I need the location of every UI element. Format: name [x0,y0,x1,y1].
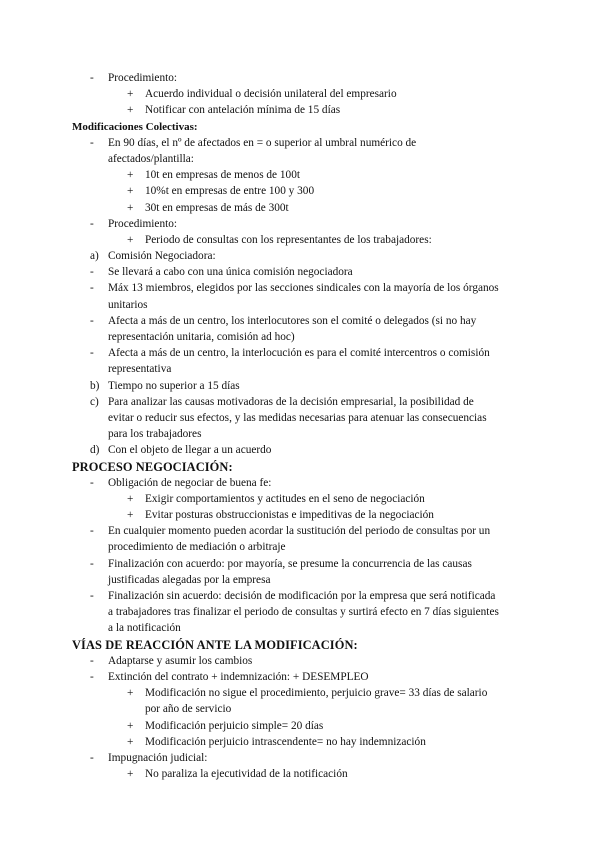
list-line [0,394,600,410]
line-text: afectados/plantilla: [108,152,194,165]
list-line [0,588,600,604]
dash-bullet: - [90,525,94,538]
list-line [0,442,600,458]
letter-marker: b) [90,379,100,392]
line-text: a trabajadores tras finalizar el periodo de consultas y surtirá efecto en 7 días siguientes [108,606,499,619]
dash-bullet: - [90,217,94,230]
dash-bullet: - [90,347,94,360]
line-text: Extinción del contrato + indemnización: + DESEMPLEO [108,670,369,683]
line-text: En 90 días, el nº de afectados en = o superior al umbral numérico de [108,136,417,149]
list-line [0,200,600,216]
letter-marker: a) [90,250,99,263]
letter-marker: c) [90,395,99,408]
heading-text: Modificaciones Colectivas: [72,120,198,133]
line-text: Comisión Negociadora: [108,250,216,263]
dash-bullet: - [90,751,94,764]
line-text: No paraliza la ejecutividad de la notificación [145,768,348,781]
plus-bullet: + [127,185,134,198]
line-text: representación unitaria, comisión ad hoc) [108,331,295,343]
line-text: Con el objeto de llegar a un acuerdo [108,444,272,457]
line-text: Tiempo no superior a 15 días [108,379,240,392]
list-line [0,183,600,199]
document-page [0,70,600,782]
section-heading [0,119,600,135]
list-line [0,135,600,151]
plus-bullet: + [127,768,134,781]
dash-bullet: - [90,557,94,570]
list-line [0,701,600,717]
line-text: 10%t en empresas de entre 100 y 300 [145,185,315,198]
list-line [0,70,600,86]
plus-bullet: + [127,201,134,214]
line-text: Modificación no sigue el procedimiento, perjuicio grave= 33 días de salario [145,687,488,700]
line-text: por año de servicio [145,703,232,716]
plus-bullet: + [127,88,134,101]
list-line [0,475,600,491]
list-line [0,361,600,377]
line-text: justificadas alegadas por la empresa [108,573,271,586]
list-line [0,216,600,232]
line-text: Máx 13 miembros, elegidos por las secciones sindicales con la mayoría de los órganos [108,282,499,295]
line-text: Periodo de consultas con los representantes de los trabajadores: [145,233,432,246]
line-text: 10t en empresas de menos de 100t [145,169,300,182]
plus-bullet: + [127,509,134,522]
line-text: En cualquier momento pueden acordar la sustitución del periodo de consultas por un [108,525,491,538]
dash-bullet: - [90,282,94,295]
line-text: unitarios [108,298,148,311]
list-line [0,86,600,102]
line-text: Se llevará a cabo con una única comisión negociadora [108,266,353,279]
list-line [0,523,600,539]
plus-bullet: + [127,735,134,748]
plus-bullet: + [127,719,134,732]
list-line [0,264,600,280]
line-text: procedimiento de mediación o arbitraje [108,541,286,554]
heading-text: PROCESO NEGOCIACIÓN: [72,459,233,474]
list-line [0,572,600,588]
list-line [0,345,600,361]
list-line [0,539,600,555]
line-text: Procedimiento: [108,72,178,84]
list-line [0,280,600,296]
line-text: representativa [108,363,172,376]
section-heading [0,637,600,653]
list-line [0,734,600,750]
list-line [0,604,600,620]
dash-bullet: - [90,136,94,149]
line-text: Para analizar las causas motivadoras de la decisión empresarial, la posibilidad de [108,395,474,408]
list-line [0,167,600,183]
list-line [0,102,600,118]
list-line [0,426,600,442]
line-text: Obligación de negociar de buena fe: [108,476,272,489]
dash-bullet: - [90,72,94,84]
heading-text: VÍAS DE REACCIÓN ANTE LA MODIFICACIÓN: [72,637,358,652]
line-text: Modificación perjuicio simple= 20 días [145,719,324,732]
dash-bullet: - [90,314,94,327]
list-line [0,410,600,426]
line-text: para los trabajadores [108,428,202,441]
line-text: Finalización sin acuerdo: decisión de modificación por la empresa que será notificada [108,590,496,602]
list-line [0,329,600,345]
list-line [0,620,600,636]
line-text: Exigir comportamientos y actitudes en el seno de negociación [145,492,425,505]
dash-bullet: - [90,654,94,667]
line-text: Impugnación judicial: [108,751,208,764]
dash-bullet: - [90,670,94,683]
dash-bullet: - [90,266,94,279]
list-line [0,750,600,766]
line-text: Finalización con acuerdo: por mayoría, se presume la concurrencia de las causas [108,557,472,570]
plus-bullet: + [127,233,134,246]
list-line [0,766,600,782]
plus-bullet: + [127,492,134,505]
line-text: evitar o reducir sus efectos, y las medidas necesarias para atenuar las consecuencias [108,411,487,424]
list-line [0,232,600,248]
line-text: 30t en empresas de más de 300t [145,201,289,214]
line-text: Procedimiento: [108,217,178,230]
line-text: Adaptarse y asumir los cambios [108,654,253,667]
list-line [0,685,600,701]
list-line [0,556,600,572]
section-heading [0,459,600,475]
list-line [0,313,600,329]
plus-bullet: + [127,104,134,117]
list-line [0,507,600,523]
list-line [0,151,600,167]
line-text: Notificar con antelación mínima de 15 días [145,104,341,117]
list-line [0,491,600,507]
list-line [0,297,600,313]
plus-bullet: + [127,687,134,700]
line-text: Modificación perjuicio intrascendente= no hay indemnización [145,735,426,748]
dash-bullet: - [90,590,94,602]
letter-marker: d) [90,444,100,457]
list-line [0,378,600,394]
line-text: Afecta a más de un centro, la interlocución es para el comité intercentros o comisión [108,347,490,360]
plus-bullet: + [127,169,134,182]
line-text: Evitar posturas obstruccionistas e impeditivas de la negociación [145,509,434,522]
list-line [0,718,600,734]
line-text: Acuerdo individual o decisión unilateral del empresario [145,88,397,101]
line-text: a la notificación [108,622,181,635]
list-line [0,248,600,264]
list-line [0,653,600,669]
list-line [0,669,600,685]
dash-bullet: - [90,476,94,489]
line-text: Afecta a más de un centro, los interlocutores son el comité o delegados (si no hay [108,314,477,327]
